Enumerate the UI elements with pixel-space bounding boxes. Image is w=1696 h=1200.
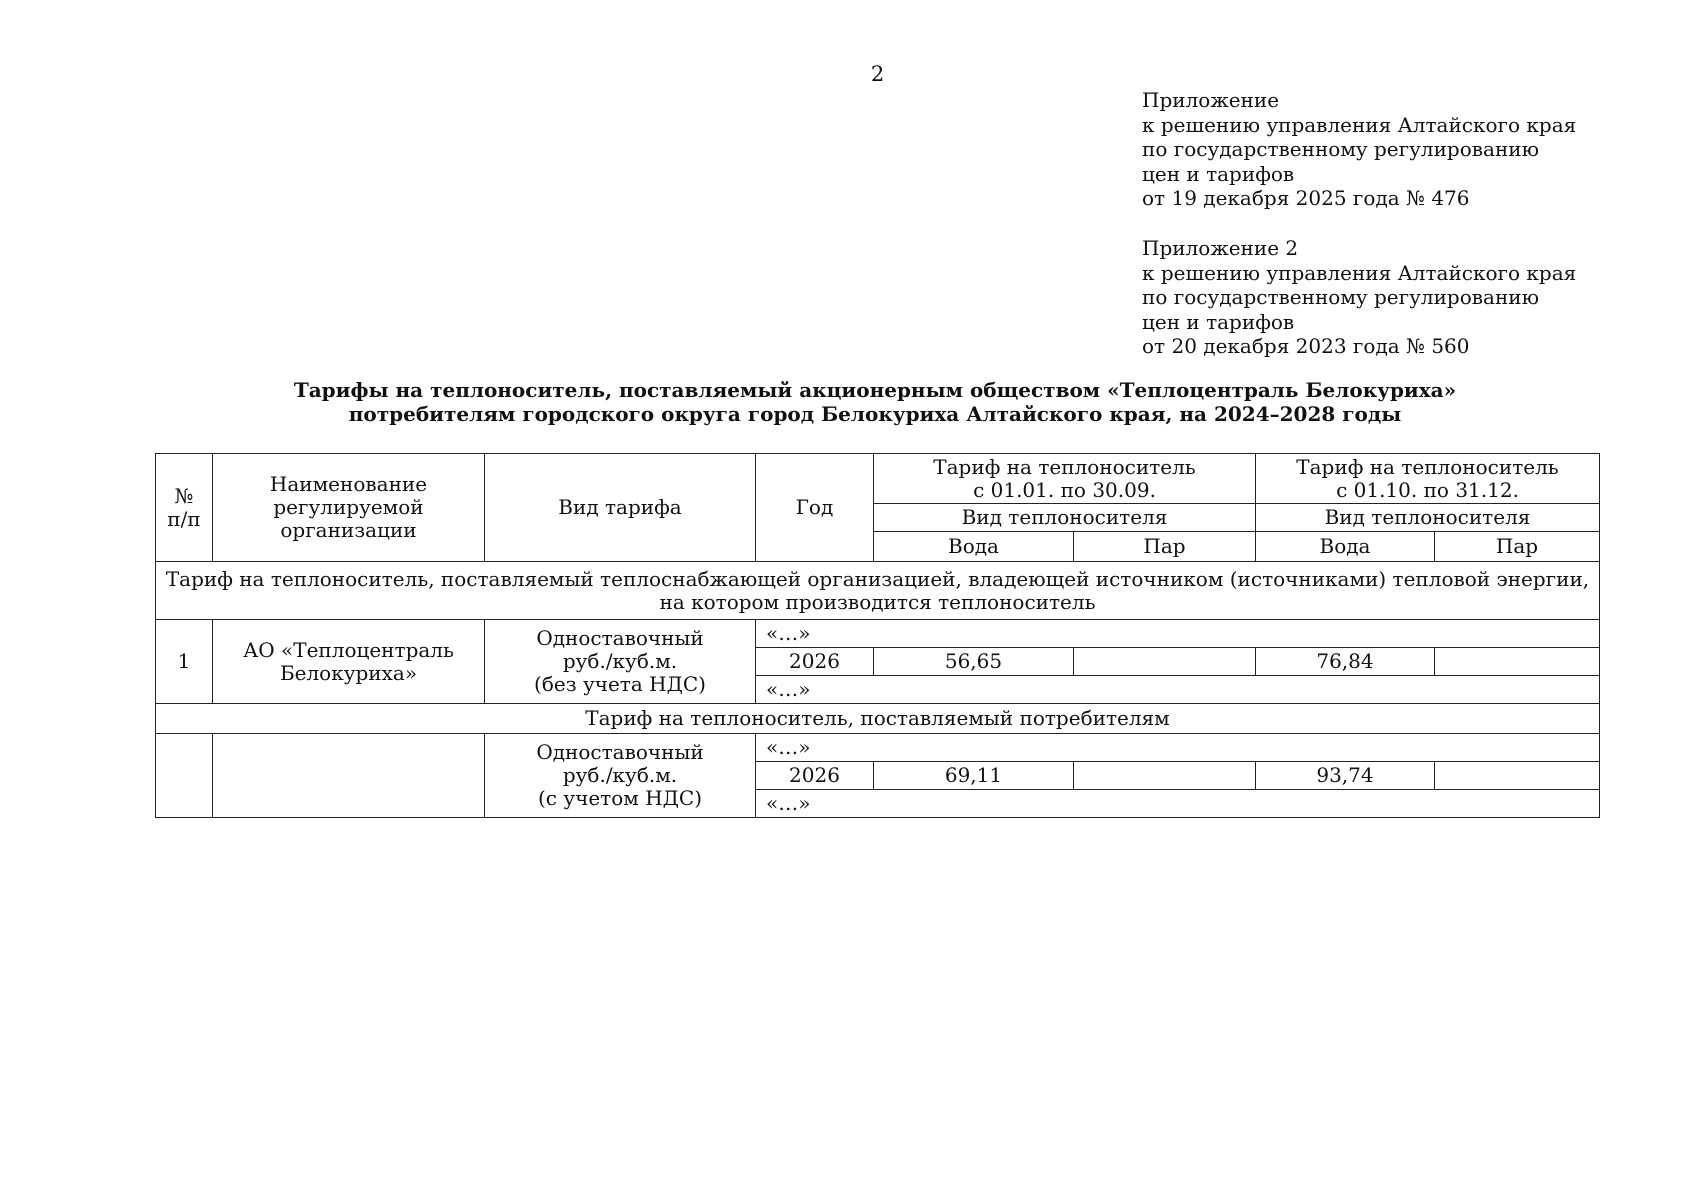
header-organization — [213, 454, 485, 562]
row-water-2: 93,74 — [1256, 762, 1435, 790]
appendix-line: по государственному регулированию — [1142, 285, 1540, 309]
header-num-line: п/п — [167, 506, 201, 531]
section-1-title-line: Тариф на теплоноситель, поставляемый теплоснабжающей организацией, владеющей источником (источниками) тепловой энергии, — [165, 566, 1590, 591]
row-organization — [213, 734, 485, 818]
header-water-1: Вода — [874, 532, 1074, 562]
header-period-2-line: Тариф на теплоноситель — [1296, 454, 1559, 479]
header-carrier-type-2: Вид теплоносителя — [1256, 504, 1600, 532]
appendix-line: Приложение — [1142, 88, 1280, 112]
section-1-title-row — [156, 562, 1600, 620]
appendix-line: от 19 декабря 2025 года № 476 — [1142, 186, 1470, 210]
header-period-2 — [1256, 454, 1600, 504]
appendix-line: к решению управления Алтайского края — [1142, 260, 1577, 285]
header-num — [156, 454, 213, 562]
header-period-1 — [874, 454, 1256, 504]
header-water-2: Вода — [1256, 532, 1435, 562]
section-2-title-row — [156, 704, 1600, 734]
appendix-current-header — [1142, 88, 1576, 211]
row-water-1: 69,11 — [874, 762, 1074, 790]
header-period-2-line: с 01.10. по 31.12. — [1336, 477, 1519, 502]
row-tariff-line: руб./куб.м. — [562, 649, 678, 673]
appendix-line: цен и тарифов — [1142, 309, 1295, 334]
appendix-line: от 20 декабря 2023 года № 560 — [1142, 334, 1470, 358]
row-year: 2026 — [756, 648, 874, 676]
row-org-line: АО «Теплоцентраль — [243, 637, 454, 662]
table-row — [156, 734, 1600, 762]
header-org-line: Наименование — [269, 472, 428, 496]
document-title — [150, 378, 1600, 426]
row-ellipsis-top: «…» — [756, 734, 1600, 762]
header-carrier-type-1: Вид теплоносителя — [874, 504, 1256, 532]
row-num: 1 — [156, 620, 213, 704]
row-ellipsis-top: «…» — [756, 620, 1600, 648]
header-steam-2: Пар — [1435, 532, 1600, 562]
header-year: Год — [756, 454, 874, 562]
row-tariff-line: руб./куб.м. — [562, 763, 678, 787]
row-tariff-type — [485, 620, 756, 704]
row-steam-1 — [1074, 762, 1256, 790]
header-period-1-line: Тариф на теплоноситель — [933, 454, 1196, 479]
row-org-line: Белокуриха» — [279, 660, 418, 685]
row-tariff-line: (с учетом НДС) — [537, 786, 702, 810]
row-year: 2026 — [756, 762, 874, 790]
table-row — [156, 620, 1600, 648]
row-ellipsis-bottom: «…» — [756, 676, 1600, 704]
appendix-line: цен и тарифов — [1142, 161, 1295, 186]
header-steam-1: Пар — [1074, 532, 1256, 562]
row-organization — [213, 620, 485, 704]
header-tariff-type: Вид тарифа — [485, 454, 756, 562]
section-1-title-line: на котором производится теплоноситель — [659, 589, 1096, 614]
tariff-table — [155, 453, 1600, 818]
row-steam-2 — [1435, 762, 1600, 790]
header-row-1 — [156, 454, 1600, 504]
header-org-line: организации — [280, 518, 417, 542]
section-2-title: Тариф на теплоноситель, поставляемый потребителям — [156, 704, 1600, 734]
header-num-line: № — [174, 483, 194, 508]
row-num — [156, 734, 213, 818]
appendix-line: Приложение 2 — [1142, 236, 1299, 260]
appendix-original-header — [1142, 236, 1576, 359]
row-tariff-line: Одноставочный — [536, 740, 704, 764]
row-tariff-line: Одноставочный — [536, 626, 704, 650]
appendix-line: по государственному регулированию — [1142, 137, 1540, 161]
row-water-1: 56,65 — [874, 648, 1074, 676]
header-org-line: регулируемой — [273, 495, 424, 519]
row-water-2: 76,84 — [1256, 648, 1435, 676]
title-line-2: потребителям городского округа город Белокуриха Алтайского края, на 2024–2028 годы — [348, 402, 1402, 426]
appendix-line: к решению управления Алтайского края — [1142, 112, 1577, 137]
header-period-1-line: с 01.01. по 30.09. — [973, 477, 1156, 502]
page-number: 2 — [870, 62, 885, 86]
row-steam-1 — [1074, 648, 1256, 676]
row-ellipsis-bottom: «…» — [756, 790, 1600, 818]
row-tariff-type — [485, 734, 756, 818]
section-1-title — [156, 562, 1600, 620]
row-steam-2 — [1435, 648, 1600, 676]
row-tariff-line: (без учета НДС) — [534, 672, 706, 696]
title-line-1: Тарифы на теплоноситель, поставляемый акционерным обществом «Теплоцентраль Белокуриха» — [293, 378, 1457, 402]
